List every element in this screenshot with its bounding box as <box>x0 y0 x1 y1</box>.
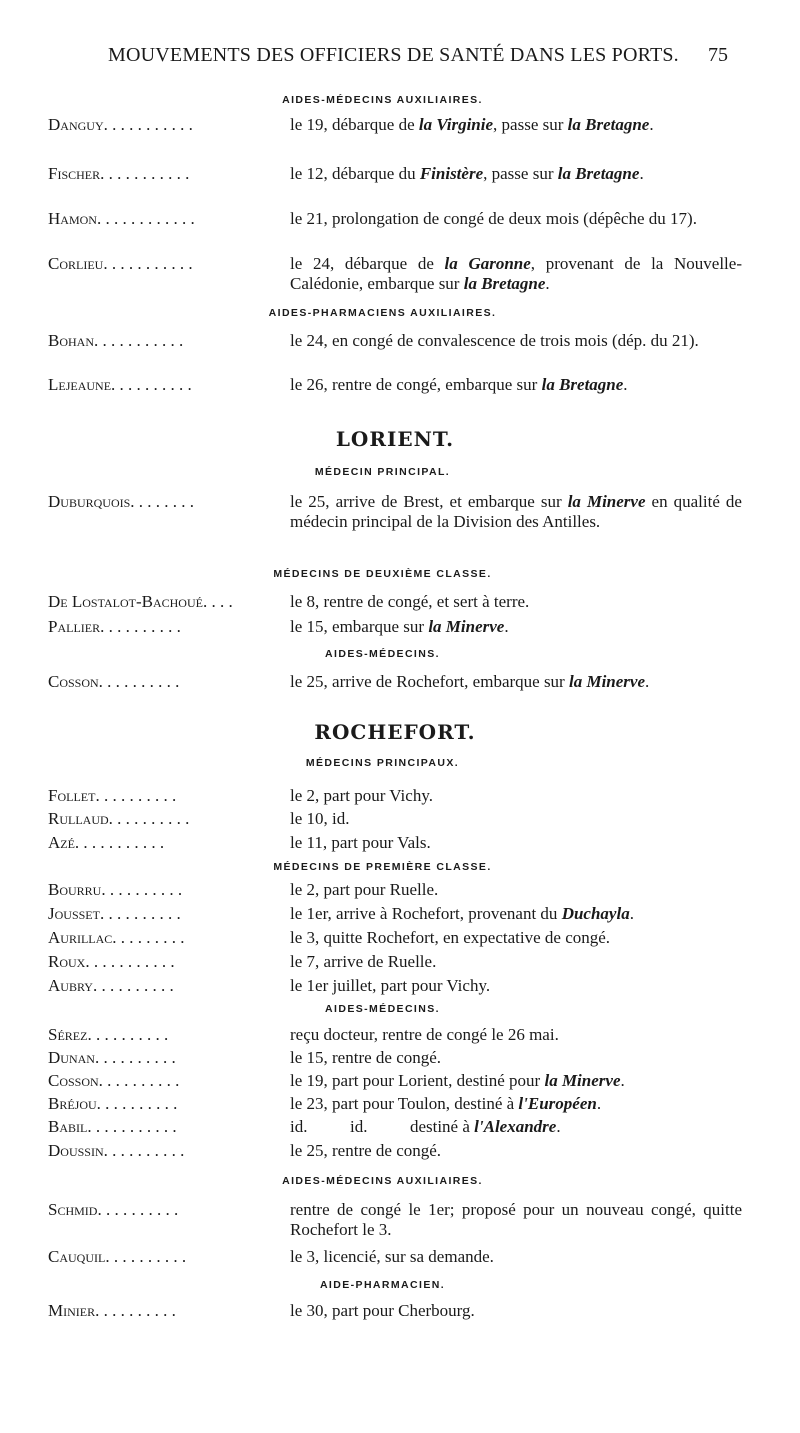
entry-name: Minier. . . . . . . . . . <box>48 1301 176 1320</box>
entry-text: rentre de congé le 1er; proposé pour un nouveau congé, quitte Rochefort le 3. <box>290 1200 742 1239</box>
entry-name: Lejeaune. . . . . . . . . . <box>48 375 192 394</box>
entry-name: Fischer. . . . . . . . . . . <box>48 164 190 183</box>
entry-text: le 26, rentre de congé, embarque sur la Bretagne. <box>290 375 628 394</box>
entry-text: le 15, rentre de congé. <box>290 1048 442 1067</box>
entry-name: Pallier. . . . . . . . . . <box>48 617 181 636</box>
entry-name: Sérez. . . . . . . . . . <box>48 1025 169 1044</box>
entry-name: Danguy. . . . . . . . . . . <box>48 115 193 134</box>
entry-name: Bohan. . . . . . . . . . . <box>48 331 184 350</box>
port-heading-lorient: LORIENT. <box>335 427 455 451</box>
entry-name: Babil. . . . . . . . . . . <box>48 1117 177 1136</box>
entry-name: Corlieu. . . . . . . . . . . <box>48 254 193 273</box>
entry-text: le 8, rentre de congé, et sert à terre. <box>290 592 530 611</box>
entry-name: Roux. . . . . . . . . . . <box>48 952 175 971</box>
entry-text: id. id. destiné à l'Alexandre. <box>290 1117 561 1136</box>
entry-name: Azé. . . . . . . . . . . <box>48 833 165 852</box>
entry-text: le 11, part pour Vals. <box>290 833 431 852</box>
entry-name: Schmid. . . . . . . . . . <box>48 1200 179 1219</box>
entry-name: Doussin. . . . . . . . . . <box>48 1141 185 1160</box>
entry-text: le 12, débarque du Finistère, passe sur la Bretagne. <box>290 164 644 183</box>
entry-name: Bourru. . . . . . . . . . <box>48 880 183 899</box>
section-heading: AIDES-PHARMACIENS AUXILIAIRES. <box>268 307 497 319</box>
entry-text: le 3, licencié, sur sa demande. <box>290 1247 494 1266</box>
section-heading: AIDES-MÉDECINS AUXILIAIRES. <box>282 94 483 106</box>
entry-name: Duburquois. . . . . . . . <box>48 492 195 511</box>
entry-text: le 24, en congé de convalescence de trois mois (dép. du 21). <box>290 331 699 350</box>
entry-text: le 25, rentre de congé. <box>290 1141 442 1160</box>
entry-name: Rullaud. . . . . . . . . . <box>48 809 190 828</box>
section-heading: MÉDECINS DE DEUXIÈME CLASSE. <box>273 568 492 580</box>
entry-text: le 7, arrive de Ruelle. <box>290 952 437 971</box>
entry-text: le 3, quitte Rochefort, en expectative de congé. <box>290 928 611 947</box>
entry-name: Hamon. . . . . . . . . . . . <box>48 209 195 228</box>
page-number: 75 <box>708 44 728 66</box>
entry-text: le 24, débarque de la Garonne, provenant de la Nouvelle-Calédonie, embarque sur la Bretagne. <box>290 254 742 293</box>
section-heading: AIDES-MÉDECINS. <box>325 648 440 660</box>
entry-text: le 1er, arrive à Rochefort, provenant du Duchayla. <box>290 904 634 923</box>
entry-text: le 25, arrive de Brest, et embarque sur la Minerve en qualité de médecin principal de la Division des Antilles. <box>290 492 742 531</box>
entry-text: le 19, débarque de la Virginie, passe sur la Bretagne. <box>290 115 654 134</box>
entry-text: le 30, part pour Cherbourg. <box>290 1301 475 1320</box>
entry-text: le 21, prolongation de congé de deux mois (dépêche du 17). <box>290 209 697 228</box>
section-heading: AIDES-MÉDECINS. <box>325 1003 440 1015</box>
entry-name: Cosson. . . . . . . . . . <box>48 1071 180 1090</box>
section-heading: AIDES-MÉDECINS AUXILIAIRES. <box>282 1175 483 1187</box>
entry-text: le 19, part pour Lorient, destiné pour la Minerve. <box>290 1071 625 1090</box>
entry-name: Follet. . . . . . . . . . <box>48 786 177 805</box>
section-heading: MÉDECIN PRINCIPAL. <box>314 466 451 478</box>
entry-name: Cauquil. . . . . . . . . . <box>48 1247 187 1266</box>
entry-name: Jousset. . . . . . . . . . <box>48 904 181 923</box>
entry-text: le 2, part pour Vichy. <box>290 786 433 805</box>
section-heading: MÉDECINS DE PREMIÈRE CLASSE. <box>273 861 492 873</box>
entry-name: De Lostalot-Bachoué. . . . <box>48 592 233 611</box>
section-heading: MÉDECINS PRINCIPAUX. <box>305 757 460 769</box>
entry-name: Aurillac. . . . . . . . . <box>48 928 185 947</box>
section-heading: AIDE-PHARMACIEN. <box>319 1279 446 1291</box>
running-head: MOUVEMENTS DES OFFICIERS DE SANTÉ DANS LES PORTS. <box>108 44 679 66</box>
entry-text: le 1er juillet, part pour Vichy. <box>290 976 491 995</box>
entry-name: Dunan. . . . . . . . . . <box>48 1048 176 1067</box>
entry-name: Aubry. . . . . . . . . . <box>48 976 174 995</box>
entry-text: le 10, id. <box>290 809 350 828</box>
entry-text: le 25, arrive de Rochefort, embarque sur la Minerve. <box>290 672 650 691</box>
entry-name: Cosson. . . . . . . . . . <box>48 672 180 691</box>
entry-text: reçu docteur, rentre de congé le 26 mai. <box>290 1025 559 1044</box>
entry-text: le 15, embarque sur la Minerve. <box>290 617 509 636</box>
entry-name: Bréjou. . . . . . . . . . <box>48 1094 178 1113</box>
entry-text: le 2, part pour Ruelle. <box>290 880 439 899</box>
entry-text: le 23, part pour Toulon, destiné à l'Européen. <box>290 1094 602 1113</box>
port-heading-rochefort: ROCHEFORT. <box>314 720 476 744</box>
